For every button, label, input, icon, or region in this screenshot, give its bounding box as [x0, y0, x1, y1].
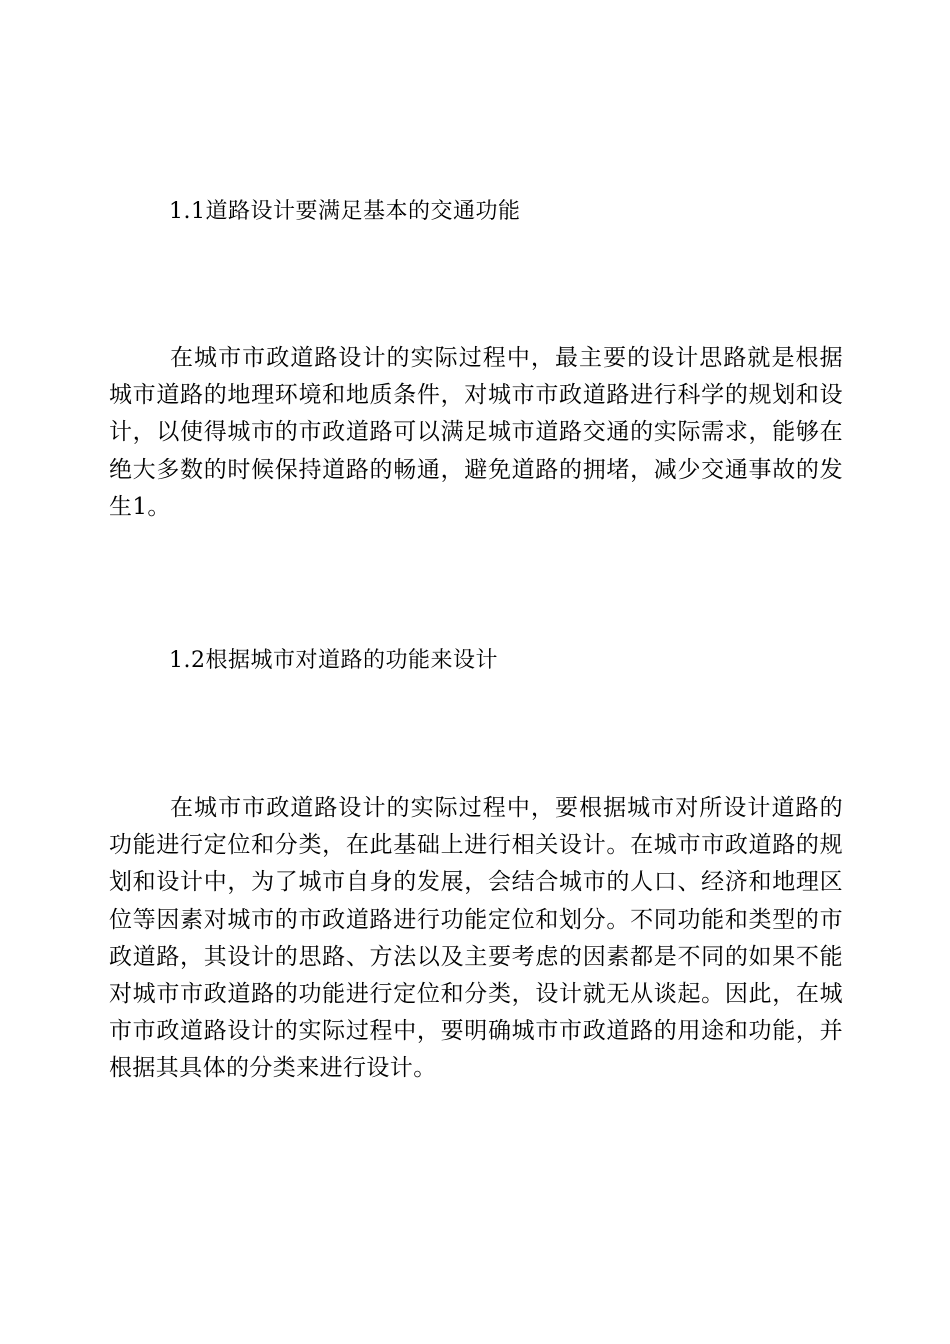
section-paragraph-1-2: 在城市市政道路设计的实际过程中，要根据城市对所设计道路的功能进行定位和分类，在此基础上进行相关设计。在城市市政道路的规划和设计中，为了城市自身的发展，会结合城市的人口、经济和地理区位等因素对城市的市政道路进行功能定位和划分。不同功能和类型的市政道路，其设计的思路、方法以及主要考虑的因素都是不同的如果不能对城市市政道路的功能进行定位和分类，设计就无从谈起。因此，在城市市政道路设计的实际过程中，要明确城市市政道路的用途和功能，并根据其具体的分类来进行设计。	[109, 795, 843, 1082]
section-heading-1-2: 1.2根据城市对道路的功能来设计	[169, 648, 498, 673]
section-heading-1-1: 1.1道路设计要满足基本的交通功能	[169, 199, 521, 224]
section-paragraph-1-1: 在城市市政道路设计的实际过程中，最主要的设计思路就是根据城市道路的地理环境和地质条件，对城市市政道路进行科学的规划和设计，以使得城市的市政道路可以满足城市道路交通的实际需求，能够在绝大多数的时候保持道路的畅通，避免道路的拥堵，减少交通事故的发生1。	[109, 345, 843, 520]
